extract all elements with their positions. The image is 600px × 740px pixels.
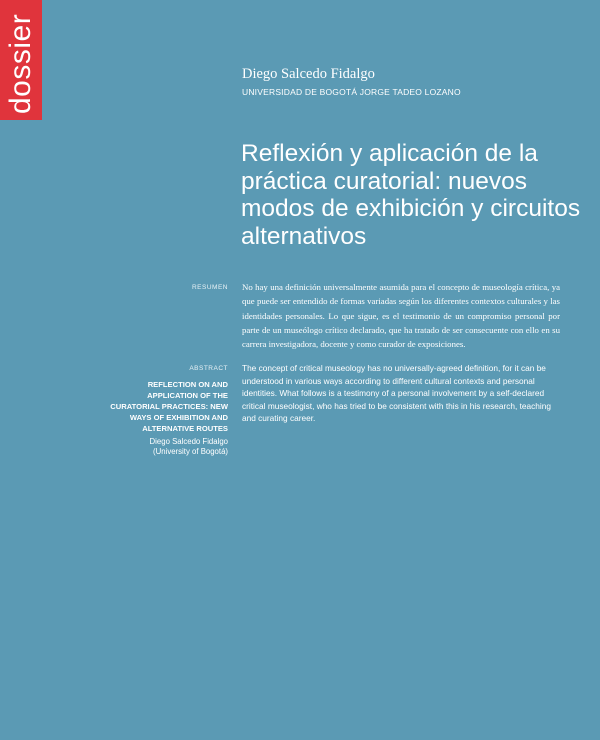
author-block: [242, 66, 461, 97]
abstract-text: The concept of critical museology has no universally-agreed definition, for it can be understood in various ways according to different cultural contexts and personal identities. What follows is a testimony of a personal involvement by a self-declared critical museologist, who has tried to be consistent with this in his research, teaching and curating career.: [242, 363, 551, 423]
article-title: Reflexión y aplicación de la práctica curatorial: nuevos modos de exhibición y circuitos alternativos: [241, 140, 581, 250]
section-label: dossier: [4, 13, 37, 114]
author-name: Diego Salcedo Fidalgo: [242, 66, 375, 82]
abstract-label: ABSTRACT: [189, 365, 228, 372]
english-title: REFLECTION ON AND APPLICATION OF THE CURATORIAL PRACTICES: NEW WAYS OF EXHIBITION AND ALTERNATIVE ROUTES: [110, 380, 228, 433]
section-tab: [0, 0, 42, 120]
author-affiliation: UNIVERSIDAD DE BOGOTÁ JORGE TADEO LOZANO: [242, 87, 461, 97]
english-author-name: Diego Salcedo Fidalgo: [149, 437, 228, 446]
english-author-affiliation: (University of Bogotá): [153, 447, 228, 456]
resumen-text: No hay una definición universalmente asumida para el concepto de museología crítica, ya que puede ser entendido de formas variadas según los diferentes contextos culturales y las identidades personales. Lo que sigue, es el testimonio de un compromiso personal por parte de un museólogo crítico declarado, que ha tratado de ser consecuente con ello en su carrera investigadora, docente y como curador de exposiciones.: [242, 282, 560, 350]
english-author-block: [110, 437, 228, 457]
resumen-label: RESUMEN: [191, 284, 228, 291]
